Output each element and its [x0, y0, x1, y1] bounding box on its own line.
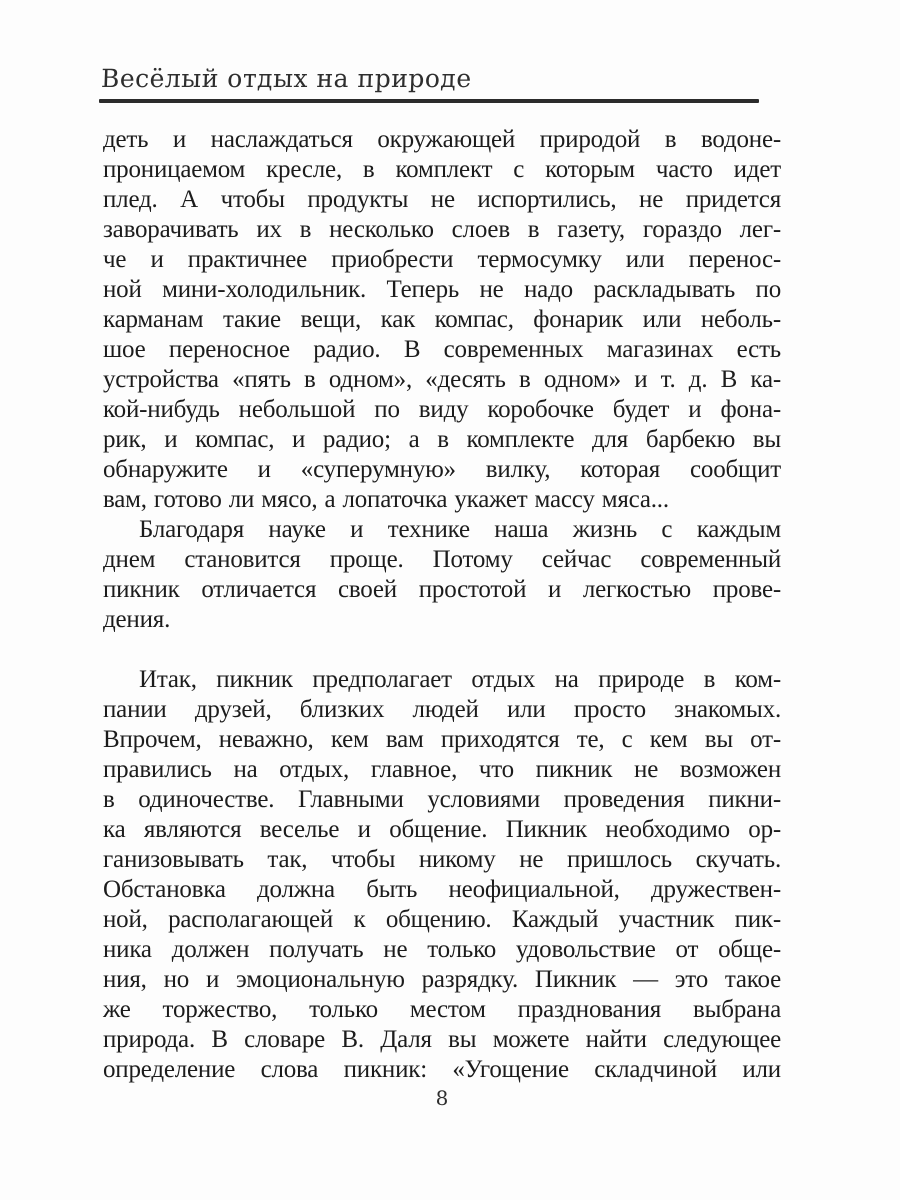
- running-header-title: Весёлый отдых на природе: [100, 64, 473, 93]
- text-line: пании друзей, близких людей или просто знакомых.: [103, 696, 781, 723]
- text-line: вам, готово ли мясо, а лопаточка укажет массу мяса...: [103, 486, 669, 513]
- paragraph: [103, 125, 781, 515]
- text-line: днем становится проще. Потому сейчас современный: [103, 546, 781, 573]
- text-line: Благодаря науке и технике наша жизнь с каждым: [139, 516, 781, 543]
- text-line: ника должен получать не только удовольствие от обще-: [103, 936, 781, 963]
- text-line: же торжество, только местом празднования выбрана: [103, 996, 781, 1023]
- text-line: ка являются веселье и общение. Пикник необходимо ор-: [103, 816, 781, 843]
- text-line: определение слова пикник: «Угощение складчиной или: [103, 1056, 781, 1083]
- text-line: ной мини-холодильник. Теперь не надо раскладывать по: [103, 276, 781, 303]
- text-line: че и практичнее приобрести термосумку или перенос-: [103, 246, 781, 273]
- text-line: в одиночестве. Главными условиями проведения пикни-: [103, 786, 781, 813]
- text-line: дения.: [103, 606, 171, 633]
- text-line: проницаемом кресле, в комплект с которым часто идет: [103, 156, 781, 183]
- text-line: шое переносное радио. В современных магазинах есть: [103, 336, 781, 363]
- text-line: Впрочем, неважно, кем вам приходятся те, с кем вы от-: [103, 726, 781, 753]
- text-line: ной, располагающей к общению. Каждый участник пик-: [103, 906, 781, 933]
- text-line: пикник отличается своей простотой и легкостью прове-: [103, 576, 781, 603]
- text-line: правились на отдых, главное, что пикник не возможен: [103, 756, 781, 783]
- body-text: [103, 125, 781, 1085]
- text-line: природа. В словаре В. Даля вы можете найти следующее: [103, 1026, 781, 1053]
- text-line: деть и наслаждаться окружающей природой в водоне-: [103, 126, 781, 153]
- paragraph: [103, 665, 781, 1085]
- text-line: устройства «пять в одном», «десять в одном» и т. д. В ка-: [103, 366, 781, 393]
- text-line: ганизовывать так, чтобы никому не пришлось скучать.: [103, 846, 781, 873]
- text-line: Обстановка должна быть неофициальной, дружествен-: [103, 876, 781, 903]
- text-line: карманам такие вещи, как компас, фонарик или неболь-: [103, 306, 781, 333]
- text-line: обнаружите и «суперумную» вилку, которая сообщит: [103, 456, 781, 483]
- text-line: рик, и компас, и радио; а в комплекте для барбекю вы: [103, 426, 781, 453]
- text-line: плед. А чтобы продукты не испортились, не придется: [103, 186, 781, 213]
- text-line: кой-нибудь небольшой по виду коробочке будет и фона-: [103, 396, 781, 423]
- text-line: Итак, пикник предполагает отдых на природе в ком-: [139, 666, 781, 693]
- page-number: 8: [435, 1086, 449, 1110]
- text-line: ния, но и эмоциональную разрядку. Пикник — это такое: [103, 966, 781, 993]
- text-line: заворачивать их в несколько слоев в газету, гораздо лег-: [103, 216, 781, 243]
- paragraph: [103, 515, 781, 635]
- header-rule: [99, 99, 759, 103]
